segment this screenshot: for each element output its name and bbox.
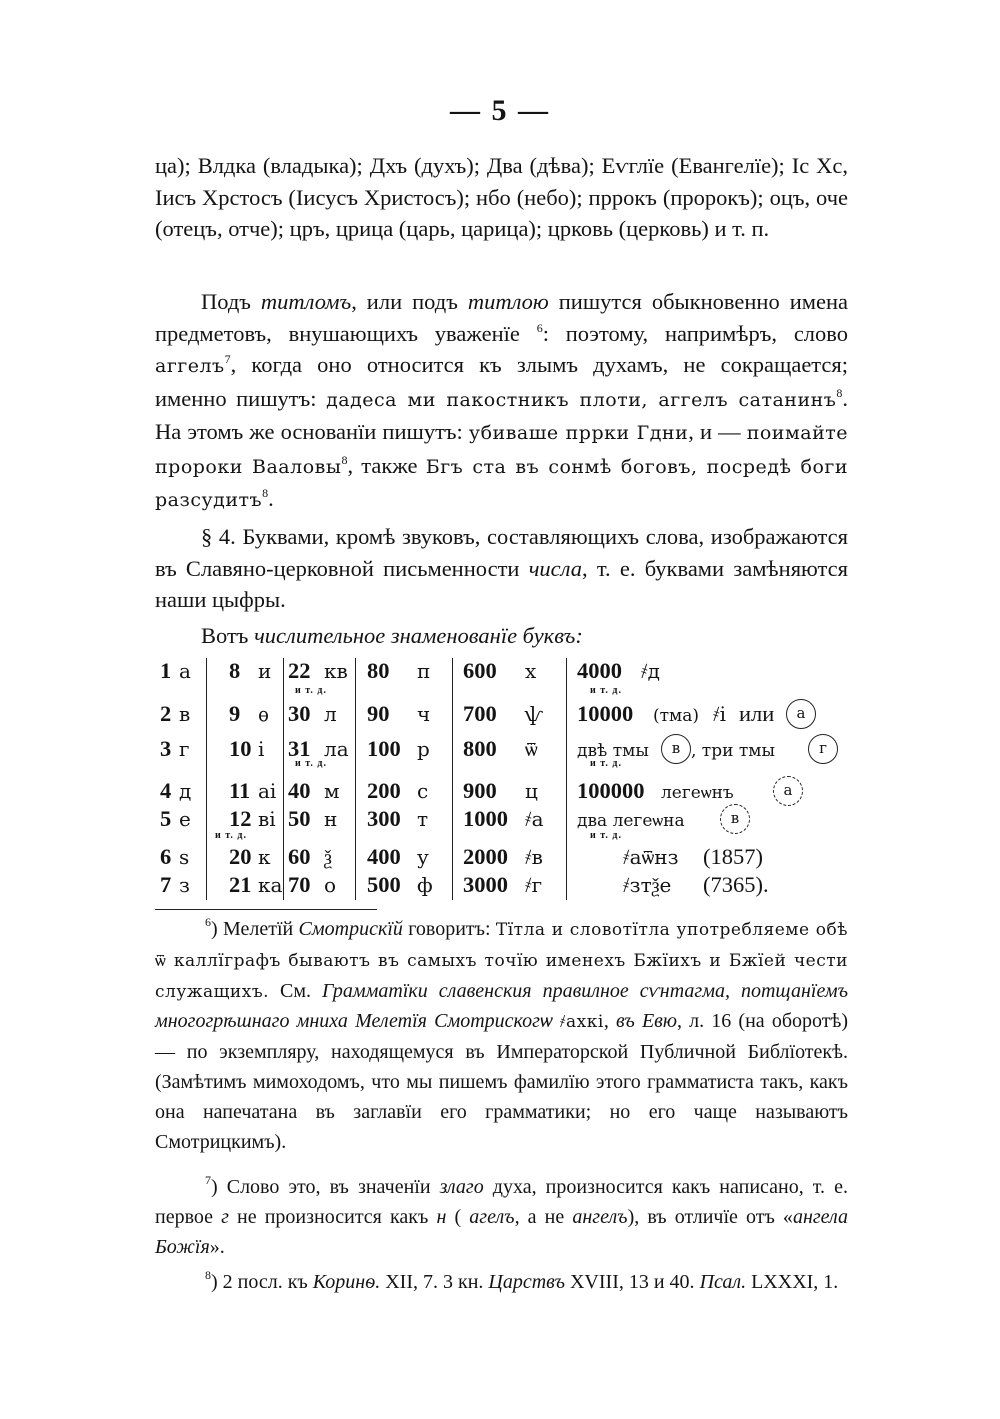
italic-run: ангела Божїя bbox=[155, 1205, 849, 1258]
numeral-row bbox=[155, 658, 848, 688]
arabic-number: 3 bbox=[160, 736, 172, 761]
slavonic-letter: ѱ bbox=[525, 702, 544, 726]
numeral-row bbox=[155, 806, 848, 836]
footnote-mark: 8 bbox=[205, 1268, 211, 1282]
slavonic-letter: ка bbox=[258, 873, 283, 897]
text-run: , также bbox=[347, 452, 426, 478]
arabic-number: 30 bbox=[288, 701, 311, 726]
slavonic-word: два легеѡна bbox=[577, 811, 685, 831]
footnote-mark: 6 bbox=[205, 915, 211, 929]
arabic-number: 40 bbox=[288, 778, 311, 803]
italic-run: числа bbox=[528, 555, 582, 581]
dotted-circled-letter: а bbox=[773, 776, 803, 806]
slavonic-number: ҂аѿнз bbox=[623, 845, 679, 869]
slavonic-word: легеѡнъ bbox=[661, 783, 734, 803]
etc-mark: и т. д. bbox=[215, 830, 247, 841]
numeral-row bbox=[155, 701, 848, 731]
slavonic-letter: о bbox=[324, 873, 337, 897]
arabic-number: 3000 bbox=[463, 872, 508, 897]
circled-letter: а bbox=[786, 699, 816, 729]
footnote-divider bbox=[155, 909, 377, 910]
slavonic-letter: ѕ bbox=[179, 845, 190, 869]
church-slavonic-run: поимайте пророки Вааловы bbox=[155, 422, 848, 478]
footnote-ref: 8 bbox=[341, 452, 348, 467]
etc-mark: и т. д. bbox=[590, 685, 622, 696]
text-run: , или подъ bbox=[351, 289, 468, 314]
slavonic-letter: м bbox=[324, 779, 340, 803]
text-run: . bbox=[268, 486, 274, 511]
paragraph-abbreviations bbox=[155, 150, 848, 245]
slavonic-letter: ц bbox=[525, 779, 538, 803]
text-run: XII, 7. 3 кн. bbox=[380, 1271, 489, 1293]
footnote-mark: 7 bbox=[205, 1173, 211, 1187]
slavonic-word: двѣ тмы bbox=[577, 741, 649, 761]
text-run: См. bbox=[269, 979, 323, 1002]
text-run: ) Слово это, въ значенїи bbox=[211, 1176, 440, 1198]
slavonic-letter: аі bbox=[258, 779, 277, 803]
arabic-number: 70 bbox=[288, 872, 311, 897]
text-run: ) Мелетїй bbox=[211, 918, 299, 940]
arabic-number: 200 bbox=[367, 778, 401, 803]
arabic-number: 500 bbox=[367, 872, 401, 897]
arabic-number: 10 bbox=[229, 736, 252, 761]
italic-run: злаго bbox=[439, 1176, 484, 1198]
footnote-ref: 8 bbox=[836, 385, 843, 400]
text-run: § 4. Буквами, кромѣ звуковъ, составляющихъ слова, изображаются въ Славяно-церковной письменности bbox=[155, 524, 848, 581]
slavonic-letter: г bbox=[179, 737, 190, 761]
slavonic-number: ҂зтѯе bbox=[623, 873, 672, 897]
arabic-number: 9 bbox=[229, 701, 241, 726]
text-run: . На этомъ же основанїи пишутъ: bbox=[155, 385, 848, 444]
arabic-number: 800 bbox=[463, 736, 497, 761]
etc-mark: и т. д. bbox=[295, 685, 327, 696]
slavonic-letter: н bbox=[324, 807, 338, 831]
slavonic-letter: ла bbox=[324, 737, 349, 761]
arabic-number: 10000 bbox=[577, 701, 634, 726]
church-slavonic-run: аггелъ bbox=[155, 355, 225, 377]
italic-run: числительное знаменованїе буквъ: bbox=[254, 623, 583, 648]
text-run: , т. е. буквами замѣняются наши цыфры. bbox=[155, 555, 848, 612]
italic-run: Царствъ bbox=[488, 1271, 565, 1293]
arabic-number: 22 bbox=[288, 658, 311, 683]
arabic-number: 100 bbox=[367, 736, 401, 761]
slavonic-letter: л bbox=[324, 702, 337, 726]
arabic-number: 8 bbox=[229, 658, 241, 683]
arabic-number: 11 bbox=[229, 778, 251, 803]
slavonic-letter: кв bbox=[324, 659, 348, 683]
slavonic-word: , три тмы bbox=[691, 741, 775, 761]
italic-run: Псал. bbox=[699, 1271, 747, 1293]
text-run: LXXXI, 1. bbox=[746, 1271, 839, 1293]
paragraph-section-4 bbox=[155, 521, 848, 616]
footnote-7 bbox=[155, 1173, 848, 1262]
paragraph-titlo bbox=[155, 286, 848, 517]
slavonic-letter: ѳ bbox=[258, 702, 270, 726]
italic-run: г bbox=[221, 1205, 229, 1228]
dotted-circled-letter: в bbox=[720, 804, 750, 834]
text-run: ( bbox=[446, 1205, 462, 1228]
italic-run: Грамматїки славенския правилное сѵнтагма, потщанїемъ многогрѣшнаго мниха Мелетїя Смотрискогѡ bbox=[155, 979, 848, 1033]
arabic-number: (7365). bbox=[703, 872, 769, 897]
slavonic-letter: ҂і bbox=[713, 702, 727, 726]
text-run: ». bbox=[209, 1235, 225, 1258]
text-run: , когда оно относится къ злымъ духамъ, не сокращается; именно пишутъ: bbox=[155, 352, 848, 411]
slavonic-letter: ѿ bbox=[525, 737, 538, 761]
text-run: , и — bbox=[688, 419, 747, 444]
slavonic-letter: ч bbox=[417, 702, 431, 726]
arabic-number: 300 bbox=[367, 806, 401, 831]
footnote-ref: 6 bbox=[536, 320, 543, 335]
text-run: ), въ отличїе отъ « bbox=[627, 1205, 793, 1228]
slavonic-letter: д bbox=[179, 779, 192, 803]
footnote-6 bbox=[155, 915, 848, 1157]
arabic-number: 700 bbox=[463, 701, 497, 726]
italic-run: Коринѳ. bbox=[312, 1271, 381, 1293]
slavonic-letter: к bbox=[258, 845, 271, 869]
italic-run: Смотрискїй bbox=[298, 918, 403, 940]
circled-letter: в bbox=[661, 734, 691, 764]
slavonic-letter: т bbox=[417, 807, 429, 831]
slavonic-letter: р bbox=[417, 737, 430, 761]
text-run: говоритъ: bbox=[402, 918, 496, 940]
table-caption bbox=[155, 620, 848, 652]
etc-mark: и т. д. bbox=[590, 758, 622, 769]
arabic-number: 4000 bbox=[577, 658, 622, 683]
text-run: , л. 16 (на оборотѣ) — по экземпляру, находящемуся въ Императорской Публичной Библїотекѣ. (Замѣтимъ мимоходомъ, что мы пишемъ фамилїю этого грамматиста такъ, какъ она напечатана въ заглавїи его грамматики; но его чаще называютъ Смотрицкимъ). bbox=[155, 1010, 848, 1153]
italic-run: въ Евю bbox=[615, 1010, 677, 1033]
arabic-number: 100000 bbox=[577, 778, 645, 803]
arabic-number: 1 bbox=[160, 658, 172, 683]
footnote-ref: 7 bbox=[224, 352, 231, 366]
slavonic-letter: у bbox=[417, 845, 429, 869]
church-slavonic-run: Тїтла и словотїтла употребляеме обѣ ѿ каллїграфъ бываютъ въ самыхъ точїю именехъ Бжїихъ и Бжїей чести служащихъ. bbox=[155, 920, 848, 1002]
italic-run: титломъ bbox=[260, 289, 352, 314]
slavonic-letter: п bbox=[417, 659, 431, 683]
arabic-number: 31 bbox=[288, 736, 311, 761]
slavonic-letter: а bbox=[179, 659, 191, 683]
text-run: Вотъ bbox=[201, 623, 255, 648]
numeral-table bbox=[155, 658, 848, 902]
italic-run: н bbox=[436, 1205, 447, 1228]
arabic-number: 1000 bbox=[463, 806, 508, 831]
etc-mark: и т. д. bbox=[590, 830, 622, 841]
arabic-number: 600 bbox=[463, 658, 497, 683]
italic-run: титлою bbox=[467, 289, 549, 314]
italic-run: ангелъ bbox=[572, 1205, 628, 1228]
church-slavonic-run: ҂ахкі bbox=[559, 1012, 604, 1033]
arabic-number: 21 bbox=[229, 872, 252, 897]
numeral-row bbox=[155, 778, 848, 808]
text-run: духа, произносится какъ написано, т. е. первое bbox=[155, 1176, 849, 1228]
slavonic-letter: і bbox=[258, 737, 265, 761]
text-run: не произносится какъ bbox=[228, 1205, 437, 1228]
arabic-number: 90 bbox=[367, 701, 390, 726]
slavonic-letter: х bbox=[525, 659, 537, 683]
slavonic-letter: з bbox=[179, 873, 190, 897]
slavonic-letter: е bbox=[179, 807, 191, 831]
text-run: пишутся обыкновенно имена предметовъ, внушающихъ уваженїе bbox=[155, 289, 848, 346]
text-run: , bbox=[603, 1010, 616, 1033]
text-run: , а не bbox=[514, 1205, 573, 1228]
arabic-number: 50 bbox=[288, 806, 311, 831]
arabic-number: 4 bbox=[160, 778, 172, 803]
page-number: — 5 — bbox=[450, 94, 550, 127]
numeral-row bbox=[155, 736, 848, 766]
slavonic-letter: ѯ bbox=[324, 845, 332, 869]
slavonic-letter: и bbox=[258, 659, 272, 683]
text-or: или bbox=[739, 701, 775, 726]
slavonic-word: (тма) bbox=[653, 706, 700, 726]
slavonic-letter: ві bbox=[258, 807, 276, 831]
slavonic-letter: в bbox=[179, 702, 191, 726]
slavonic-letter: с bbox=[417, 779, 429, 803]
text-run: : поэтому, напримѣръ, слово bbox=[542, 320, 848, 346]
slavonic-letter: ҂а bbox=[525, 807, 544, 831]
numeral-row bbox=[155, 844, 848, 874]
text-run: XVIII, 13 и 40. bbox=[564, 1271, 700, 1293]
arabic-number: 5 bbox=[160, 806, 172, 831]
arabic-number: 80 bbox=[367, 658, 390, 683]
slavonic-letter: ҂в bbox=[525, 845, 543, 869]
arabic-number: 20 bbox=[229, 844, 252, 869]
slavonic-letter: ҂д bbox=[641, 659, 660, 683]
text-run: Подъ bbox=[201, 289, 261, 314]
slavonic-letter: ф bbox=[417, 873, 433, 897]
text-run: ) 2 посл. къ bbox=[211, 1271, 313, 1293]
numeral-row bbox=[155, 872, 848, 902]
arabic-number: 2 bbox=[160, 701, 172, 726]
paragraph-text: ца); Влдка (владыка); Дхъ (духъ); Два (дѣва); Еѵглїе (Евангелїе); Іс Хс, Іисъ Хрстосъ (Іисусъ Христосъ); нбо (небо); пррокъ (пророкъ); оцъ, оче (отецъ, отче); цръ, црица (царь, царица); црковь (церковь) и т. п. bbox=[155, 153, 848, 241]
arabic-number: 900 bbox=[463, 778, 497, 803]
arabic-number: (1857) bbox=[703, 844, 763, 869]
italic-run: агелъ bbox=[461, 1205, 515, 1228]
arabic-number: 7 bbox=[160, 872, 172, 897]
slavonic-letter: ҂г bbox=[525, 873, 543, 897]
etc-mark: и т. д. bbox=[295, 758, 327, 769]
arabic-number: 6 bbox=[160, 844, 172, 869]
arabic-number: 60 bbox=[288, 844, 311, 869]
arabic-number: 12 bbox=[229, 806, 252, 831]
circled-letter: г bbox=[808, 734, 838, 764]
arabic-number: 2000 bbox=[463, 844, 508, 869]
arabic-number: 400 bbox=[367, 844, 401, 869]
church-slavonic-run: дадеса ми пакостникъ плоти, аггелъ сатанинъ bbox=[326, 388, 837, 411]
footnote-8 bbox=[155, 1268, 848, 1298]
footnote-ref: 8 bbox=[262, 486, 269, 500]
church-slavonic-run: Бгъ ста въ сонмѣ боговъ, посредѣ боги разсудитъ bbox=[155, 455, 849, 511]
church-slavonic-run: убиваше пррки Гдни bbox=[468, 422, 689, 444]
